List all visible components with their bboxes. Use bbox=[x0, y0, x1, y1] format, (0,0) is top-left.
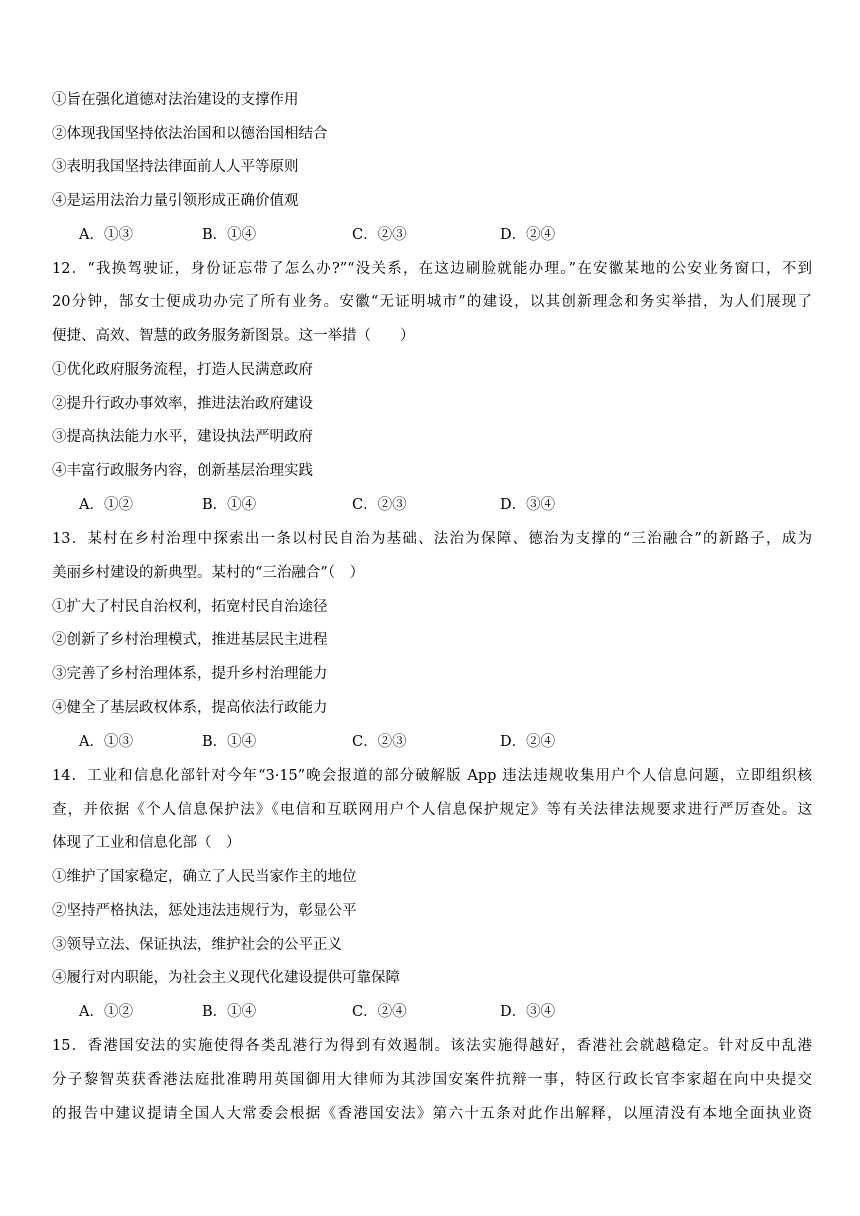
q13-option-a[interactable]: A．①③ bbox=[79, 734, 133, 750]
q11-item-4: ④是运用法治力量引领形成正确价值观 bbox=[52, 193, 299, 209]
q15-stem-line-3: 的报告中建议提请全国人大常委会根据《香港国安法》第六十五条对此作出解释，以厘清没有本地全面执业资 bbox=[52, 1106, 812, 1122]
q13-item-4: ④健全了基层政权体系，提高依法行政能力 bbox=[52, 700, 328, 716]
q13-item-3: ③完善了乡村治理体系，提升乡村治理能力 bbox=[52, 666, 328, 682]
q13-stem-line-1: 13．某村在乡村治理中探索出一条以村民自治为基础、法治为保障、德治为支撑的“三治融合”的新路子，成为 bbox=[52, 531, 812, 547]
q14-stem-line-1: 14．工业和信息化部针对今年“3·15”晚会报道的部分破解版 App 违法违规收集用户个人信息问题，立即组织核 bbox=[52, 768, 812, 784]
q13-option-c[interactable]: C．②③ bbox=[352, 734, 407, 750]
q13-option-d[interactable]: D．②④ bbox=[500, 734, 556, 750]
q13-item-2: ②创新了乡村治理模式，推进基层民主进程 bbox=[52, 632, 328, 648]
q15-stem-line-1: 15．香港国安法的实施使得各类乱港行为得到有效遏制。该法实施得越好，香港社会就越稳定。针对反中乱港 bbox=[52, 1038, 812, 1054]
q14-stem-line-3: 体现了工业和信息化部（ ） bbox=[52, 835, 241, 851]
q11-option-a[interactable]: A．①③ bbox=[79, 227, 133, 243]
q12-stem-line-3: 便捷、高效、智慧的政务服务新图景。这一举措（ ） bbox=[52, 328, 415, 344]
q12-item-1: ①优化政府服务流程，打造人民满意政府 bbox=[52, 362, 313, 378]
q14-option-b[interactable]: B．①④ bbox=[202, 1004, 257, 1020]
q11-item-1: ①旨在强化道德对法治建设的支撑作用 bbox=[52, 92, 299, 108]
q12-option-b[interactable]: B．①④ bbox=[202, 497, 257, 513]
q12-option-a[interactable]: A．①② bbox=[79, 497, 133, 513]
q12-option-d[interactable]: D．③④ bbox=[500, 497, 556, 513]
q11-item-3: ③表明我国坚持法律面前人人平等原则 bbox=[52, 159, 299, 175]
q13-stem-line-2: 美丽乡村建设的新典型。某村的“三治融合”（ ） bbox=[52, 565, 365, 581]
q14-option-c[interactable]: C．②④ bbox=[352, 1004, 407, 1020]
q14-stem-line-2: 查，并依据《个人信息保护法》《电信和互联网用户个人信息保护规定》等有关法律法规要求进行严厉查处。这 bbox=[52, 802, 812, 818]
q12-option-c[interactable]: C．②③ bbox=[352, 497, 407, 513]
q11-option-c[interactable]: C．②③ bbox=[352, 227, 407, 243]
q12-stem-line-1: 12．“我换驾驶证，身份证忘带了怎么办?”“没关系，在这边刷脸就能办理。”在安徽某地的公安业务窗口，不到 bbox=[52, 261, 812, 277]
q14-option-d[interactable]: D．③④ bbox=[500, 1004, 556, 1020]
q12-stem-line-2: 20分钟，郜女士便成功办完了所有业务。安徽“无证明城市”的建设，以其创新理念和务实举措，为人们展现了 bbox=[52, 294, 812, 310]
q11-option-b[interactable]: B．①④ bbox=[202, 227, 257, 243]
q12-item-3: ③提高执法能力水平，建设执法严明政府 bbox=[52, 429, 313, 445]
q14-item-4: ④履行对内职能，为社会主义现代化建设提供可靠保障 bbox=[52, 970, 400, 986]
q13-option-b[interactable]: B．①④ bbox=[202, 734, 257, 750]
q14-item-1: ①维护了国家稳定，确立了人民当家作主的地位 bbox=[52, 869, 357, 885]
q15-stem-line-2: 分子黎智英获香港法庭批准聘用英国御用大律师为其涉国安案件抗辩一事，特区行政长官李家超在向中央提交 bbox=[52, 1072, 812, 1088]
q11-item-2: ②体现我国坚持依法治国和以德治国相结合 bbox=[52, 126, 328, 142]
q12-item-2: ②提升行政办事效率，推进法治政府建设 bbox=[52, 396, 313, 412]
q13-item-1: ①扩大了村民自治权利，拓宽村民自治途径 bbox=[52, 599, 328, 615]
q14-option-a[interactable]: A．①② bbox=[79, 1004, 133, 1020]
q14-item-3: ③领导立法、保证执法，维护社会的公平正义 bbox=[52, 937, 342, 953]
q11-option-d[interactable]: D．②④ bbox=[500, 227, 556, 243]
q12-item-4: ④丰富行政服务内容，创新基层治理实践 bbox=[52, 463, 313, 479]
q14-item-2: ②坚持严格执法，惩处违法违规行为，彰显公平 bbox=[52, 903, 357, 919]
